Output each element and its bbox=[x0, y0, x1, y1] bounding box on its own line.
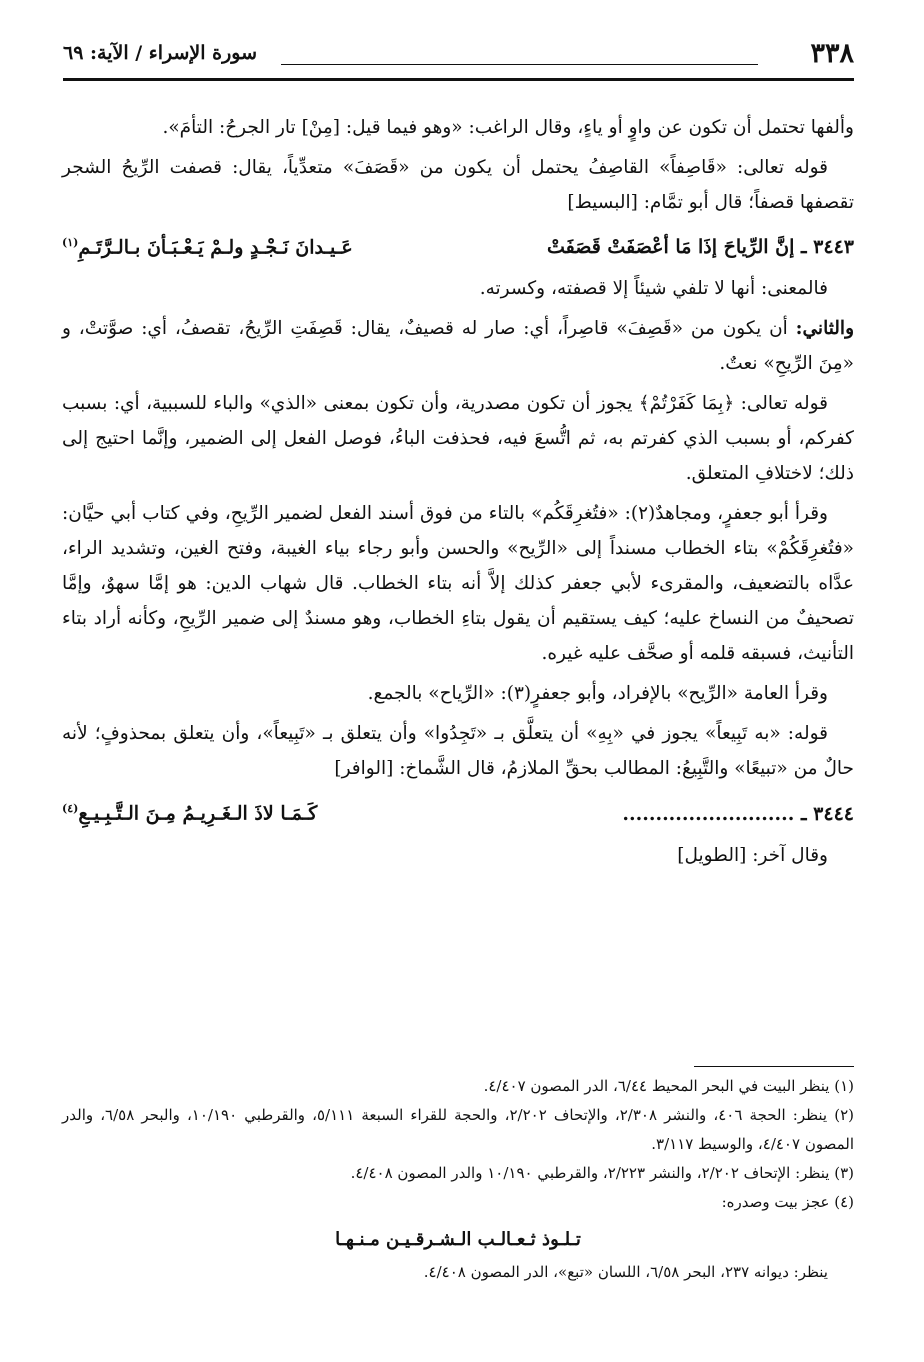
verse-text: إنَّ الرِّياحَ إذَا مَا أعْصَفَتْ قَصَفَتْ bbox=[546, 236, 795, 259]
verse-text: عَـيـدانَ نَـجْـدٍ ولـمْ يَـعْـبَـأنَ بـالـرَّتَـمِ bbox=[78, 236, 353, 259]
verse-second-hemistich bbox=[62, 791, 317, 831]
header-rule bbox=[63, 78, 854, 81]
verse-first-hemistich bbox=[622, 796, 854, 832]
verse-first-hemistich bbox=[547, 229, 854, 265]
footnote-rule bbox=[694, 1066, 854, 1067]
footnote-ref: (١) bbox=[62, 236, 79, 249]
verse-text: كَـمَـا لاذَ الـغَـرِيـمُ مِـنَ الـتَّـبِـيـعِ bbox=[78, 802, 318, 825]
footnote-3: (٣) ينظر: الإتحاف ٢/٢٠٢، والنشر ٢/٢٢٣، والقرطبي ١٠/١٩٠ والدر المصون ٤/٤٠٨. bbox=[350, 1164, 854, 1182]
page-number: ٣٣٨ bbox=[810, 38, 854, 69]
footnote-source: ينظر: ديوانه ٢٣٧، البحر ٦/٥٨، اللسان «تبع»، الدر المصون ٤/٤٠٨. bbox=[423, 1263, 828, 1281]
main-text bbox=[62, 110, 854, 878]
footnote-1: (١) ينظر البيت في البحر المحيط ٦/٤٤، الدر المصون ٤/٤٠٧. bbox=[483, 1077, 854, 1095]
paragraph: وألفها تحتمل أن تكون عن واوٍ أو ياءٍ، وقال الراغب: «وهو فيما قيل: [مِنْ] تار الجرحُ: التأمَ». bbox=[162, 117, 854, 138]
paragraph: قوله تعالى: ﴿بِمَا كَفَرْتُمْ﴾ يجوز أن تكون مصدرية، وأن تكون بمعنى «الذي» والباء للسببية، أي: بسبب كفركم، أو بسبب الذي كفرتم به، ثم اتُّسعَ فيه، فحذفت الباءُ، فوصل الفعل إلى الضمير، وإنَّما احتيج إلى ذلك؛ لاختلافِ المتعلق. bbox=[62, 393, 854, 485]
paragraph: فالمعنى: أنها لا تلفي شيئاً إلا قصفته، وكسرته. bbox=[479, 278, 828, 300]
footnote-ref: (٤) bbox=[62, 802, 79, 816]
paragraph-text: أن يكون من «قَصِفَ» قاصِراً، أي: صار له قصيفٌ، يقال: قَصِفَتِ الرِّيحُ، تقصفُ، أي: صوَّتتْ، و «مِنَ الرِّيحِ» نعتٌ. bbox=[62, 318, 854, 375]
verse-text: .......................... bbox=[622, 802, 795, 825]
footnote-2: (٢) ينظر: الحجة ٤٠٦، والنشر ٢/٣٠٨، والإتحاف ٢/٢٠٢، والحجة للقراء السبعة ٥/١١١، والقرطبي ١٠/١٩٠، والبحر ٦/٥٨، والدر المصون ٤/٤٠٧، والوسيط ٣/١١٧. bbox=[62, 1106, 854, 1153]
paragraph bbox=[62, 311, 854, 381]
running-title: سورة الإسراء / الآية: ٦٩ bbox=[63, 42, 258, 64]
paragraph: وقال آخر: [الطويل] bbox=[677, 844, 828, 866]
paragraph: قوله: «به تَبِيعاً» يجوز في «بِهِ» أن يتعلَّق بـ «تَجِدُوا» وأن يتعلق بـ «تَبِيعاً»، وأن يتعلق بمحذوفٍ؛ لأنه حالٌ من «تبيعًا» والتَّبِيعُ: المطالب بحقِّ الملازمُ، قال الشَّماخ: [الوافر] bbox=[62, 723, 854, 780]
verse-3444 bbox=[62, 791, 854, 831]
page-header bbox=[63, 38, 854, 86]
verse-second-hemistich bbox=[62, 225, 353, 265]
header-rule-thin bbox=[281, 64, 758, 65]
paragraph: وقرأ أبو جعفرٍ، ومجاهدٌ(٢): «فتُغرِقَكُم» بالتاء من فوق أسند الفعل لضمير الرِّيحِ، وفي كتاب أبي حيَّان: «فتُغرِقَكُمْ» بتاء الخطاب مسنداً إلى «الرِّيح» والحسن وأبو رجاء بياء الغيبة، وفتح الغين، وتشديد الراء، عدَّاه بالتضعيف، والمقرىء لأبي جعفر كذلك إلاَّ أنه بتاء الخطاب. قال شهاب الدين: هو إمَّا سهوٌ، وإمَّا تصحيفٌ من النساخ عليه؛ كيف يستقيم أن يقول بتاءِ الخطاب، وهو مسندٌ إلى ضمير الرِّيحِ، وكأنه أراد بتاء التأنيث، فسبقه قلمه أو صحَّف عليه غيره. bbox=[62, 503, 854, 665]
verse-3443 bbox=[62, 225, 854, 265]
paragraph: وقرأ العامة «الرِّيح» بالإفراد، وأبو جعفرٍ(٣): «الرِّياح» بالجمع. bbox=[367, 683, 828, 705]
verse-number: ٣٤٤٣ ـ bbox=[800, 236, 854, 259]
paragraph: قوله تعالى: «قَاصِفاً» القاصِفُ يحتمل أن يكون من «قَصَفَ» متعدِّياً، يقال: قصفت الرِّيحُ الشجر تقصفها قصفاً؛ قال أبو تمَّام: [البسيط] bbox=[62, 157, 854, 213]
footnote-4: (٤) عجز بيت وصدره: bbox=[721, 1193, 854, 1211]
footnotes bbox=[62, 1072, 854, 1287]
verse-number: ٣٤٤٤ ـ bbox=[800, 802, 854, 825]
footnote-verse: تـلـوذ ثـعـالـب الـشـرقـيـن مـنـهـا bbox=[335, 1229, 581, 1250]
paragraph-lead: والثاني: bbox=[795, 318, 854, 340]
